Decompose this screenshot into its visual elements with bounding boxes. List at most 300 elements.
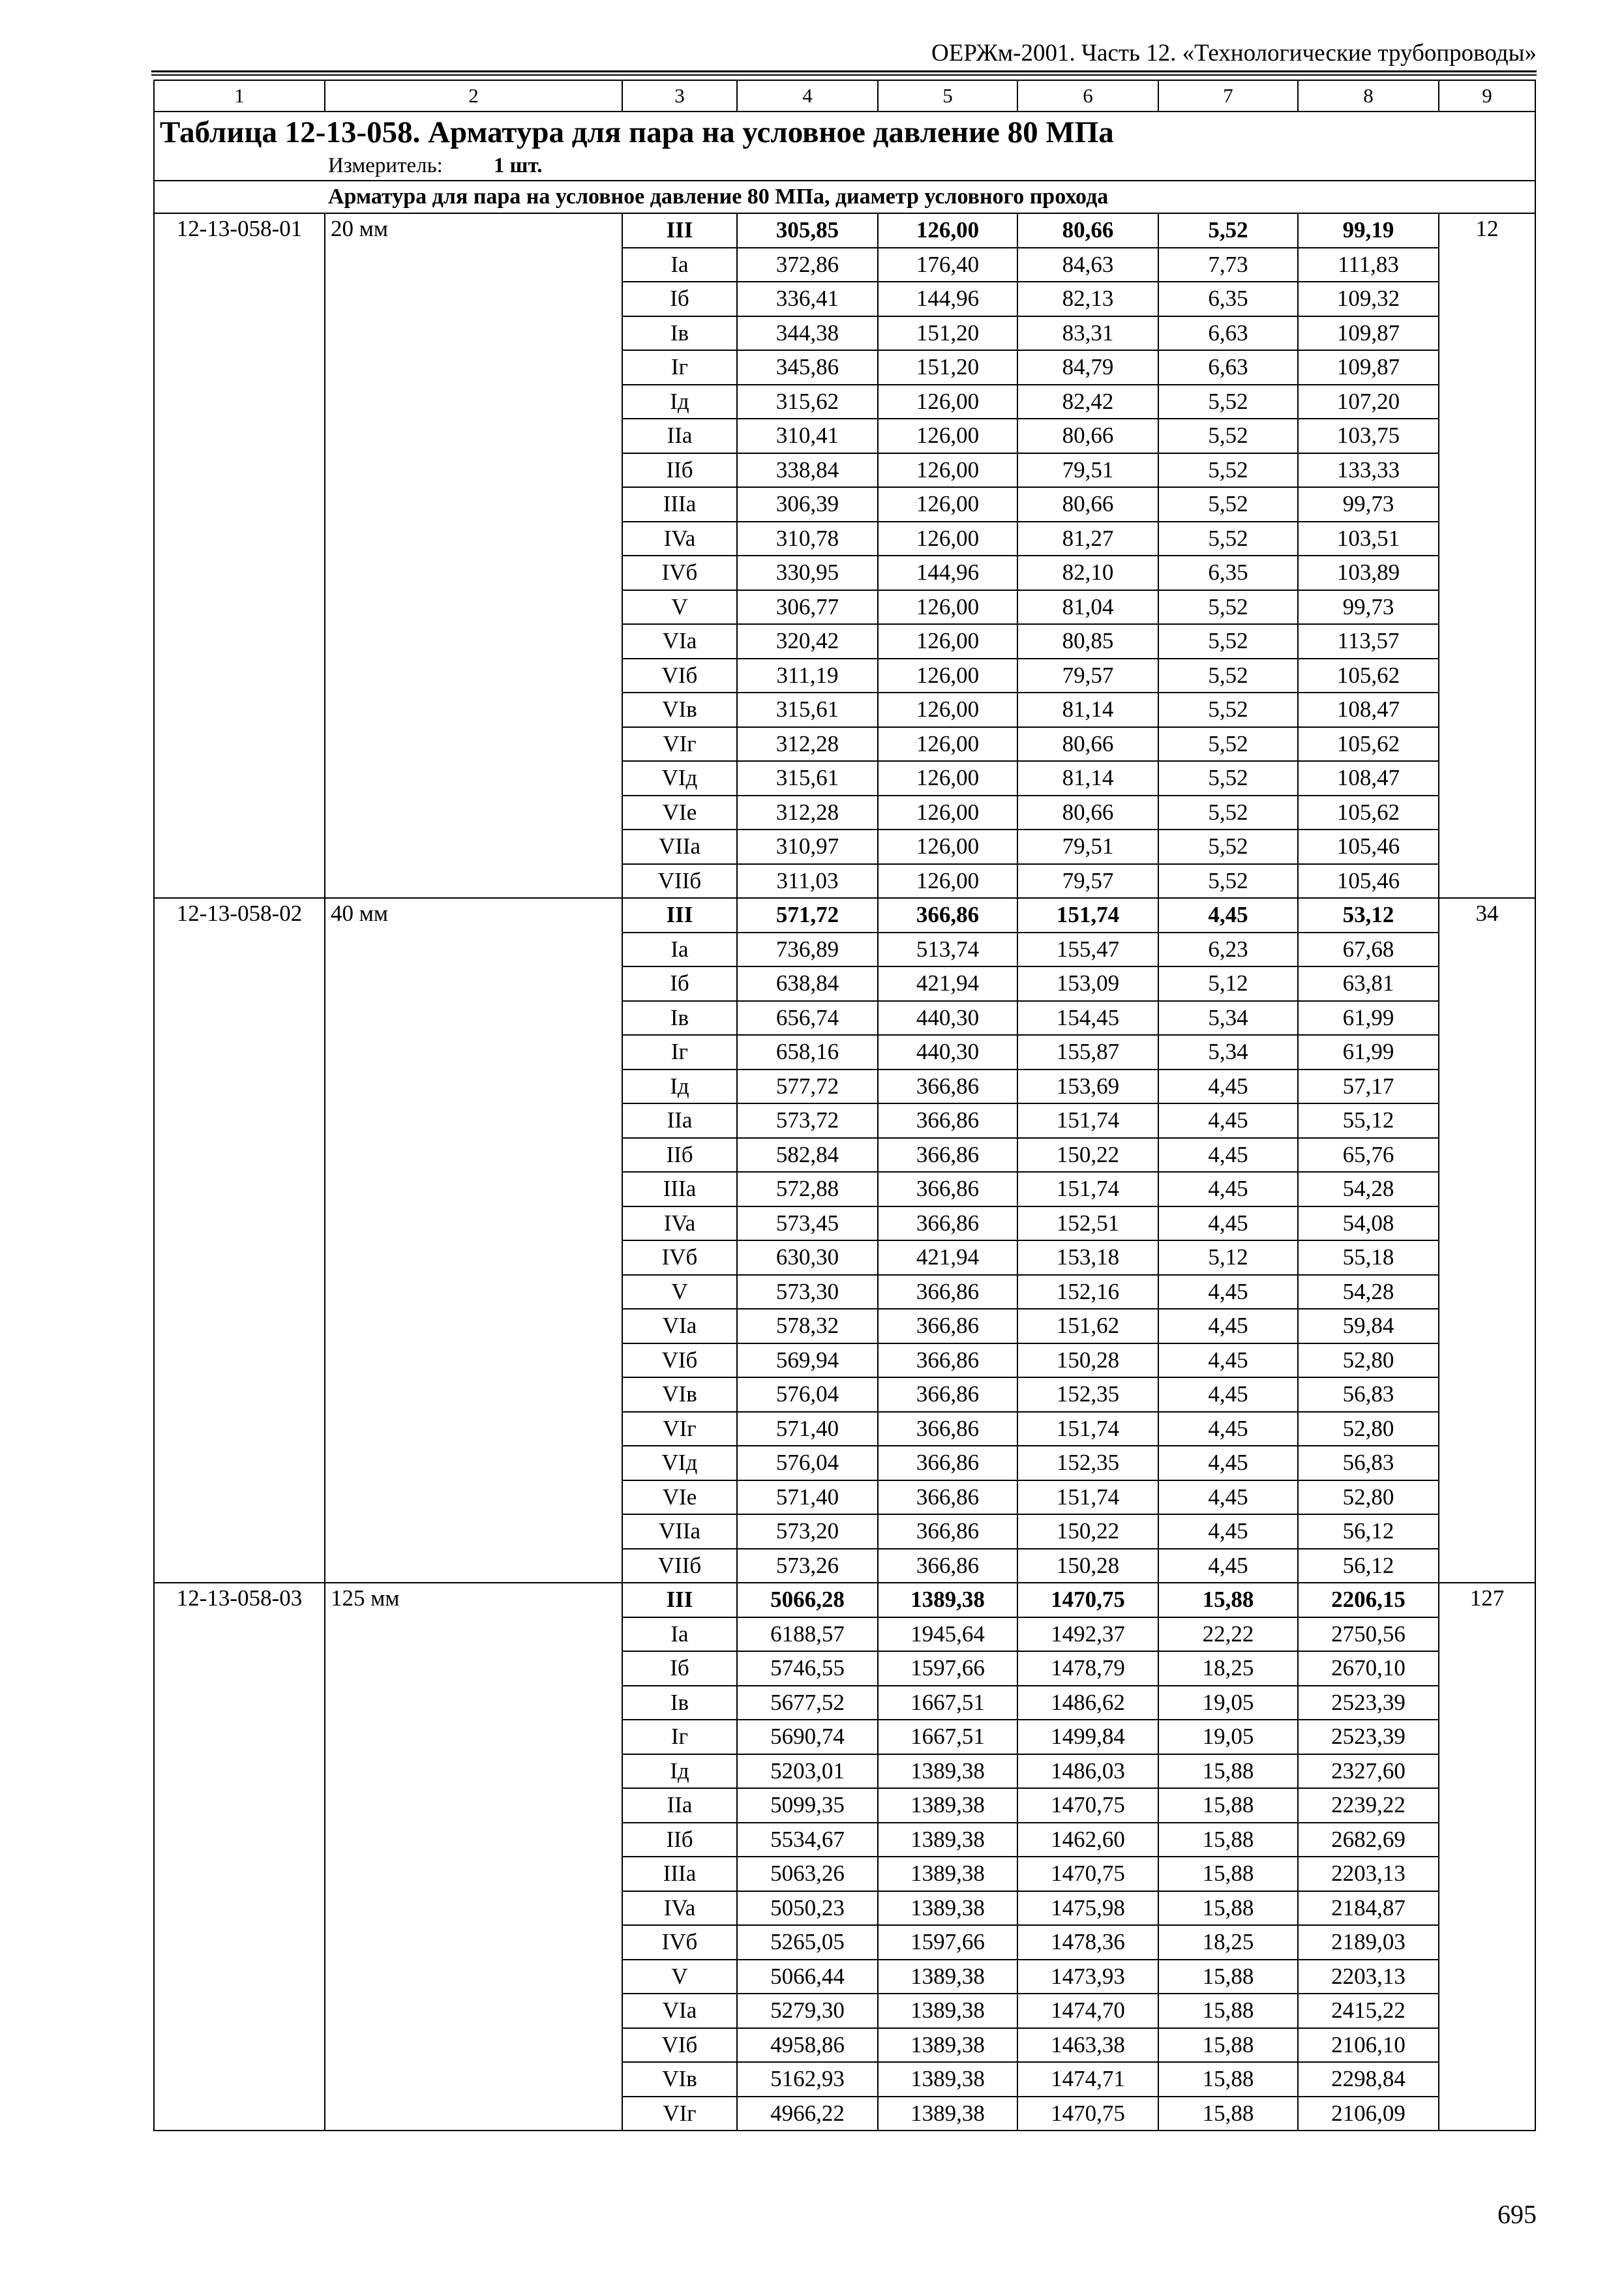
column-number: 3 [622, 80, 737, 112]
measure-value: 1 шт. [493, 154, 543, 177]
value-machines: 1473,93 [1017, 1960, 1158, 1994]
value-machines: 150,28 [1017, 1343, 1158, 1378]
value-wage: 366,86 [878, 1070, 1017, 1104]
value-wage: 1389,38 [878, 2097, 1017, 2131]
value-total: 320,42 [737, 624, 878, 659]
value-machinists-wage: 4,45 [1158, 1138, 1298, 1173]
header-rule [151, 70, 1537, 72]
value-total: 577,72 [737, 1070, 878, 1104]
value-total: 5746,55 [737, 1651, 878, 1686]
value-wage: 126,00 [878, 487, 1017, 522]
value-materials: 2106,09 [1298, 2097, 1439, 2131]
value-machinists-wage: 18,25 [1158, 1925, 1298, 1960]
value-total: 336,41 [737, 282, 878, 316]
value-materials: 2327,60 [1298, 1754, 1439, 1789]
value-machines: 153,18 [1017, 1240, 1158, 1275]
column-number: 8 [1298, 80, 1439, 112]
value-materials: 99,73 [1298, 590, 1439, 625]
value-wage: 126,00 [878, 419, 1017, 453]
value-machinists-wage: 5,52 [1158, 522, 1298, 556]
value-machines: 1474,70 [1017, 1994, 1158, 2028]
value-materials: 103,51 [1298, 522, 1439, 556]
zone-label: VIIa [622, 1514, 737, 1549]
zone-label: IIб [622, 1138, 737, 1173]
value-machines: 153,09 [1017, 966, 1158, 1001]
value-total: 305,85 [737, 213, 878, 248]
value-machines: 1475,98 [1017, 1891, 1158, 1926]
zone-label: IVa [622, 522, 737, 556]
zone-label: Iг [622, 350, 737, 385]
zone-label: Ia [622, 248, 737, 282]
value-machines: 1462,60 [1017, 1823, 1158, 1857]
value-machinists-wage: 4,45 [1158, 1377, 1298, 1412]
value-materials: 107,20 [1298, 385, 1439, 419]
value-wage: 1389,38 [878, 2028, 1017, 2063]
value-materials: 2523,39 [1298, 1686, 1439, 1720]
zone-label: Iб [622, 1651, 737, 1686]
table-title: Таблица 12-13-058. Арматура для пара на условное давление 80 МПа [160, 115, 1114, 149]
value-machinists-wage: 5,52 [1158, 830, 1298, 864]
column-number: 9 [1439, 80, 1535, 112]
value-total: 311,03 [737, 864, 878, 899]
value-total: 578,32 [737, 1309, 878, 1343]
zone-label: VIд [622, 1446, 737, 1480]
value-total: 573,72 [737, 1103, 878, 1138]
value-materials: 52,80 [1298, 1480, 1439, 1515]
value-wage: 126,00 [878, 213, 1017, 248]
zone-label: VIIa [622, 830, 737, 864]
value-wage: 421,94 [878, 966, 1017, 1001]
value-machinists-wage: 5,52 [1158, 487, 1298, 522]
value-wage: 126,00 [878, 830, 1017, 864]
zone-label: VIг [622, 1412, 737, 1446]
value-wage: 1667,51 [878, 1686, 1017, 1720]
value-machinists-wage: 5,34 [1158, 1001, 1298, 1036]
zone-label: IIIa [622, 1857, 737, 1891]
labor-hours: 127 [1439, 1583, 1535, 2131]
value-machines: 1492,37 [1017, 1617, 1158, 1652]
value-machines: 155,47 [1017, 933, 1158, 967]
value-wage: 126,00 [878, 385, 1017, 419]
value-machinists-wage: 15,88 [1158, 1823, 1298, 1857]
value-total: 311,19 [737, 659, 878, 693]
value-machines: 152,51 [1017, 1206, 1158, 1241]
value-machinists-wage: 4,45 [1158, 1446, 1298, 1480]
value-materials: 108,47 [1298, 761, 1439, 796]
value-machinists-wage: 4,45 [1158, 1549, 1298, 1583]
value-materials: 105,62 [1298, 727, 1439, 762]
header-rule-thin [151, 74, 1537, 76]
value-materials: 2298,84 [1298, 2062, 1439, 2097]
zone-label: VIд [622, 761, 737, 796]
value-wage: 176,40 [878, 248, 1017, 282]
zone-label: Ia [622, 1617, 737, 1652]
value-materials: 103,75 [1298, 419, 1439, 453]
value-machines: 153,69 [1017, 1070, 1158, 1104]
value-total: 5677,52 [737, 1686, 878, 1720]
value-materials: 2682,69 [1298, 1823, 1439, 1857]
value-machines: 81,27 [1017, 522, 1158, 556]
value-machines: 80,66 [1017, 727, 1158, 762]
value-wage: 1389,38 [878, 1994, 1017, 2028]
value-machinists-wage: 15,88 [1158, 1788, 1298, 1823]
value-total: 573,26 [737, 1549, 878, 1583]
value-wage: 366,86 [878, 1172, 1017, 1206]
value-machines: 151,74 [1017, 1103, 1158, 1138]
value-machinists-wage: 15,88 [1158, 1857, 1298, 1891]
value-total: 306,39 [737, 487, 878, 522]
value-wage: 513,74 [878, 933, 1017, 967]
zone-label: VIв [622, 2062, 737, 2097]
zone-label: III [622, 898, 737, 933]
value-total: 4966,22 [737, 2097, 878, 2131]
value-wage: 126,00 [878, 453, 1017, 488]
value-machinists-wage: 6,23 [1158, 933, 1298, 967]
value-total: 306,77 [737, 590, 878, 625]
zone-label: VIa [622, 1309, 737, 1343]
zone-label: IVa [622, 1891, 737, 1926]
value-total: 310,41 [737, 419, 878, 453]
value-materials: 103,89 [1298, 556, 1439, 590]
value-machinists-wage: 4,45 [1158, 1309, 1298, 1343]
value-wage: 440,30 [878, 1001, 1017, 1036]
value-machinists-wage: 5,52 [1158, 590, 1298, 625]
value-machinists-wage: 6,63 [1158, 316, 1298, 351]
value-machines: 1470,75 [1017, 1857, 1158, 1891]
value-machinists-wage: 5,52 [1158, 693, 1298, 727]
item-diameter: 40 мм [325, 898, 622, 1583]
zone-label: VIг [622, 727, 737, 762]
zone-label: IIIa [622, 1172, 737, 1206]
zone-label: Iб [622, 966, 737, 1001]
item-diameter: 125 мм [325, 1583, 622, 2131]
value-total: 582,84 [737, 1138, 878, 1173]
value-total: 576,04 [737, 1377, 878, 1412]
value-wage: 126,00 [878, 796, 1017, 830]
value-materials: 133,33 [1298, 453, 1439, 488]
value-machines: 84,63 [1017, 248, 1158, 282]
value-materials: 2203,13 [1298, 1857, 1439, 1891]
value-materials: 2184,87 [1298, 1891, 1439, 1926]
table-row [154, 213, 1535, 248]
value-materials: 53,12 [1298, 898, 1439, 933]
value-materials: 61,99 [1298, 1001, 1439, 1036]
value-materials: 56,83 [1298, 1446, 1439, 1480]
value-materials: 105,46 [1298, 830, 1439, 864]
value-materials: 55,18 [1298, 1240, 1439, 1275]
value-wage: 366,86 [878, 1343, 1017, 1378]
value-machines: 151,62 [1017, 1309, 1158, 1343]
value-total: 330,95 [737, 556, 878, 590]
value-total: 5203,01 [737, 1754, 878, 1789]
value-wage: 366,86 [878, 1549, 1017, 1583]
value-total: 312,28 [737, 796, 878, 830]
value-wage: 366,86 [878, 1138, 1017, 1173]
value-machines: 79,57 [1017, 864, 1158, 899]
value-machinists-wage: 5,52 [1158, 796, 1298, 830]
value-machinists-wage: 6,63 [1158, 350, 1298, 385]
value-machines: 1478,79 [1017, 1651, 1158, 1686]
zone-label: Iв [622, 1686, 737, 1720]
value-total: 5690,74 [737, 1720, 878, 1754]
zone-label: VIe [622, 796, 737, 830]
zone-label: Iд [622, 385, 737, 419]
value-machines: 80,66 [1017, 213, 1158, 248]
value-wage: 1389,38 [878, 1891, 1017, 1926]
value-materials: 2523,39 [1298, 1720, 1439, 1754]
value-machinists-wage: 5,52 [1158, 864, 1298, 899]
zone-label: VIa [622, 624, 737, 659]
value-wage: 1389,38 [878, 1823, 1017, 1857]
value-machinists-wage: 15,88 [1158, 1754, 1298, 1789]
value-machines: 151,74 [1017, 1480, 1158, 1515]
value-total: 4958,86 [737, 2028, 878, 2063]
value-total: 5265,05 [737, 1925, 878, 1960]
value-machinists-wage: 15,88 [1158, 1891, 1298, 1926]
column-number: 4 [737, 80, 878, 112]
value-machinists-wage: 5,12 [1158, 1240, 1298, 1275]
zone-label: Iг [622, 1720, 737, 1754]
value-machines: 151,74 [1017, 1172, 1158, 1206]
value-machinists-wage: 4,45 [1158, 1172, 1298, 1206]
value-wage: 1945,64 [878, 1617, 1017, 1652]
value-wage: 126,00 [878, 727, 1017, 762]
value-total: 344,38 [737, 316, 878, 351]
running-header: ОЕРЖм-2001. Часть 12. «Технологические трубопроводы» [931, 40, 1537, 67]
item-code: 12-13-058-03 [154, 1583, 325, 2131]
value-materials: 99,73 [1298, 487, 1439, 522]
measure-label: Измеритель: [328, 154, 443, 177]
zone-label: Iг [622, 1035, 737, 1070]
zone-label: IVб [622, 556, 737, 590]
value-materials: 56,12 [1298, 1549, 1439, 1583]
zone-label: VIIб [622, 1549, 737, 1583]
value-materials: 65,76 [1298, 1138, 1439, 1173]
value-machinists-wage: 4,45 [1158, 1206, 1298, 1241]
value-wage: 126,00 [878, 761, 1017, 796]
value-total: 315,61 [737, 693, 878, 727]
zone-label: VIв [622, 1377, 737, 1412]
value-total: 572,88 [737, 1172, 878, 1206]
value-machinists-wage: 15,88 [1158, 2028, 1298, 2063]
value-materials: 105,46 [1298, 864, 1439, 899]
value-machines: 1470,75 [1017, 1583, 1158, 1617]
value-machines: 1499,84 [1017, 1720, 1158, 1754]
value-materials: 2203,13 [1298, 1960, 1439, 1994]
value-machines: 152,35 [1017, 1377, 1158, 1412]
value-materials: 2206,15 [1298, 1583, 1439, 1617]
zone-label: VIб [622, 2028, 737, 2063]
value-total: 658,16 [737, 1035, 878, 1070]
value-total: 656,74 [737, 1001, 878, 1036]
value-wage: 126,00 [878, 590, 1017, 625]
value-wage: 366,86 [878, 898, 1017, 933]
value-machinists-wage: 4,45 [1158, 1412, 1298, 1446]
value-wage: 1597,66 [878, 1925, 1017, 1960]
value-materials: 2670,10 [1298, 1651, 1439, 1686]
table-row [154, 898, 1535, 933]
value-total: 310,97 [737, 830, 878, 864]
value-materials: 2189,03 [1298, 1925, 1439, 1960]
value-wage: 366,86 [878, 1480, 1017, 1515]
value-machinists-wage: 22,22 [1158, 1617, 1298, 1652]
item-code: 12-13-058-01 [154, 213, 325, 898]
value-total: 573,30 [737, 1275, 878, 1309]
value-total: 571,72 [737, 898, 878, 933]
zone-label: IIa [622, 1103, 737, 1138]
value-wage: 366,86 [878, 1206, 1017, 1241]
value-machinists-wage: 19,05 [1158, 1720, 1298, 1754]
value-total: 315,61 [737, 761, 878, 796]
section-title: Арматура для пара на условное давление 80 МПа, диаметр условного прохода [154, 181, 1535, 213]
value-total: 573,45 [737, 1206, 878, 1241]
value-wage: 1389,38 [878, 1583, 1017, 1617]
value-machinists-wage: 4,45 [1158, 1070, 1298, 1104]
value-total: 5279,30 [737, 1994, 878, 2028]
value-total: 736,89 [737, 933, 878, 967]
section-row [154, 181, 1535, 213]
value-wage: 1389,38 [878, 1857, 1017, 1891]
value-machinists-wage: 4,45 [1158, 1514, 1298, 1549]
value-machines: 1470,75 [1017, 1788, 1158, 1823]
value-materials: 109,87 [1298, 316, 1439, 351]
zone-label: III [622, 213, 737, 248]
value-total: 5050,23 [737, 1891, 878, 1926]
value-machinists-wage: 15,88 [1158, 1994, 1298, 2028]
value-materials: 54,08 [1298, 1206, 1439, 1241]
value-machinists-wage: 4,45 [1158, 1343, 1298, 1378]
value-machines: 79,57 [1017, 659, 1158, 693]
value-materials: 2415,22 [1298, 1994, 1439, 2028]
table-title-cell [154, 112, 1535, 181]
zone-label: VIa [622, 1994, 737, 2028]
value-total: 312,28 [737, 727, 878, 762]
value-wage: 440,30 [878, 1035, 1017, 1070]
value-wage: 144,96 [878, 282, 1017, 316]
table-row [154, 1583, 1535, 1617]
value-machinists-wage: 5,34 [1158, 1035, 1298, 1070]
value-total: 630,30 [737, 1240, 878, 1275]
value-machinists-wage: 5,52 [1158, 453, 1298, 488]
zone-label: Iв [622, 1001, 737, 1036]
value-total: 6188,57 [737, 1617, 878, 1652]
zone-label: Iб [622, 282, 737, 316]
value-wage: 126,00 [878, 693, 1017, 727]
value-machines: 79,51 [1017, 453, 1158, 488]
value-machinists-wage: 5,52 [1158, 659, 1298, 693]
value-wage: 151,20 [878, 350, 1017, 385]
value-machines: 1463,38 [1017, 2028, 1158, 2063]
item-diameter: 20 мм [325, 213, 622, 898]
value-machines: 81,14 [1017, 693, 1158, 727]
value-total: 310,78 [737, 522, 878, 556]
value-machinists-wage: 5,52 [1158, 624, 1298, 659]
value-wage: 366,86 [878, 1275, 1017, 1309]
value-machinists-wage: 4,45 [1158, 1480, 1298, 1515]
value-machines: 83,31 [1017, 316, 1158, 351]
value-wage: 126,00 [878, 659, 1017, 693]
value-wage: 421,94 [878, 1240, 1017, 1275]
page-number: 695 [1497, 2200, 1537, 2229]
value-machines: 82,10 [1017, 556, 1158, 590]
value-materials: 105,62 [1298, 659, 1439, 693]
value-total: 5534,67 [737, 1823, 878, 1857]
zone-label: Iв [622, 316, 737, 351]
value-materials: 54,28 [1298, 1172, 1439, 1206]
zone-label: IVa [622, 1206, 737, 1241]
zone-label: VIe [622, 1480, 737, 1515]
value-wage: 1389,38 [878, 1754, 1017, 1789]
value-machines: 84,79 [1017, 350, 1158, 385]
zone-label: Iд [622, 1070, 737, 1104]
column-number: 1 [154, 80, 325, 112]
value-total: 5162,93 [737, 2062, 878, 2097]
value-materials: 113,57 [1298, 624, 1439, 659]
value-materials: 63,81 [1298, 966, 1439, 1001]
value-wage: 366,86 [878, 1377, 1017, 1412]
value-wage: 366,86 [878, 1309, 1017, 1343]
value-wage: 1389,38 [878, 1960, 1017, 1994]
value-total: 338,84 [737, 453, 878, 488]
value-materials: 56,83 [1298, 1377, 1439, 1412]
measure-line [160, 153, 1529, 180]
value-materials: 2239,22 [1298, 1788, 1439, 1823]
zone-label: VIг [622, 2097, 737, 2131]
value-total: 571,40 [737, 1480, 878, 1515]
zone-label: V [622, 1960, 737, 1994]
value-materials: 59,84 [1298, 1309, 1439, 1343]
price-table [153, 80, 1536, 2131]
value-machines: 80,66 [1017, 796, 1158, 830]
value-machines: 1470,75 [1017, 2097, 1158, 2131]
value-total: 345,86 [737, 350, 878, 385]
value-machines: 155,87 [1017, 1035, 1158, 1070]
value-machinists-wage: 5,52 [1158, 385, 1298, 419]
value-total: 5063,26 [737, 1857, 878, 1891]
value-machines: 152,16 [1017, 1275, 1158, 1309]
value-machines: 79,51 [1017, 830, 1158, 864]
value-materials: 67,68 [1298, 933, 1439, 967]
value-machinists-wage: 6,35 [1158, 556, 1298, 590]
value-machines: 82,13 [1017, 282, 1158, 316]
value-machines: 80,85 [1017, 624, 1158, 659]
value-machines: 150,22 [1017, 1138, 1158, 1173]
value-materials: 57,17 [1298, 1070, 1439, 1104]
value-total: 571,40 [737, 1412, 878, 1446]
value-machinists-wage: 7,73 [1158, 248, 1298, 282]
value-materials: 111,83 [1298, 248, 1439, 282]
value-machinists-wage: 18,25 [1158, 1651, 1298, 1686]
value-machinists-wage: 5,12 [1158, 966, 1298, 1001]
value-wage: 366,86 [878, 1103, 1017, 1138]
column-number-row [154, 80, 1535, 112]
value-total: 372,86 [737, 248, 878, 282]
value-wage: 1667,51 [878, 1720, 1017, 1754]
value-machines: 1474,71 [1017, 2062, 1158, 2097]
column-number: 5 [878, 80, 1017, 112]
column-number: 6 [1017, 80, 1158, 112]
value-machinists-wage: 6,35 [1158, 282, 1298, 316]
value-materials: 108,47 [1298, 693, 1439, 727]
item-code: 12-13-058-02 [154, 898, 325, 1583]
value-machinists-wage: 15,88 [1158, 2097, 1298, 2131]
value-machines: 150,28 [1017, 1549, 1158, 1583]
value-machines: 80,66 [1017, 487, 1158, 522]
value-materials: 99,19 [1298, 213, 1439, 248]
value-machines: 1478,36 [1017, 1925, 1158, 1960]
value-wage: 151,20 [878, 316, 1017, 351]
zone-label: V [622, 590, 737, 625]
